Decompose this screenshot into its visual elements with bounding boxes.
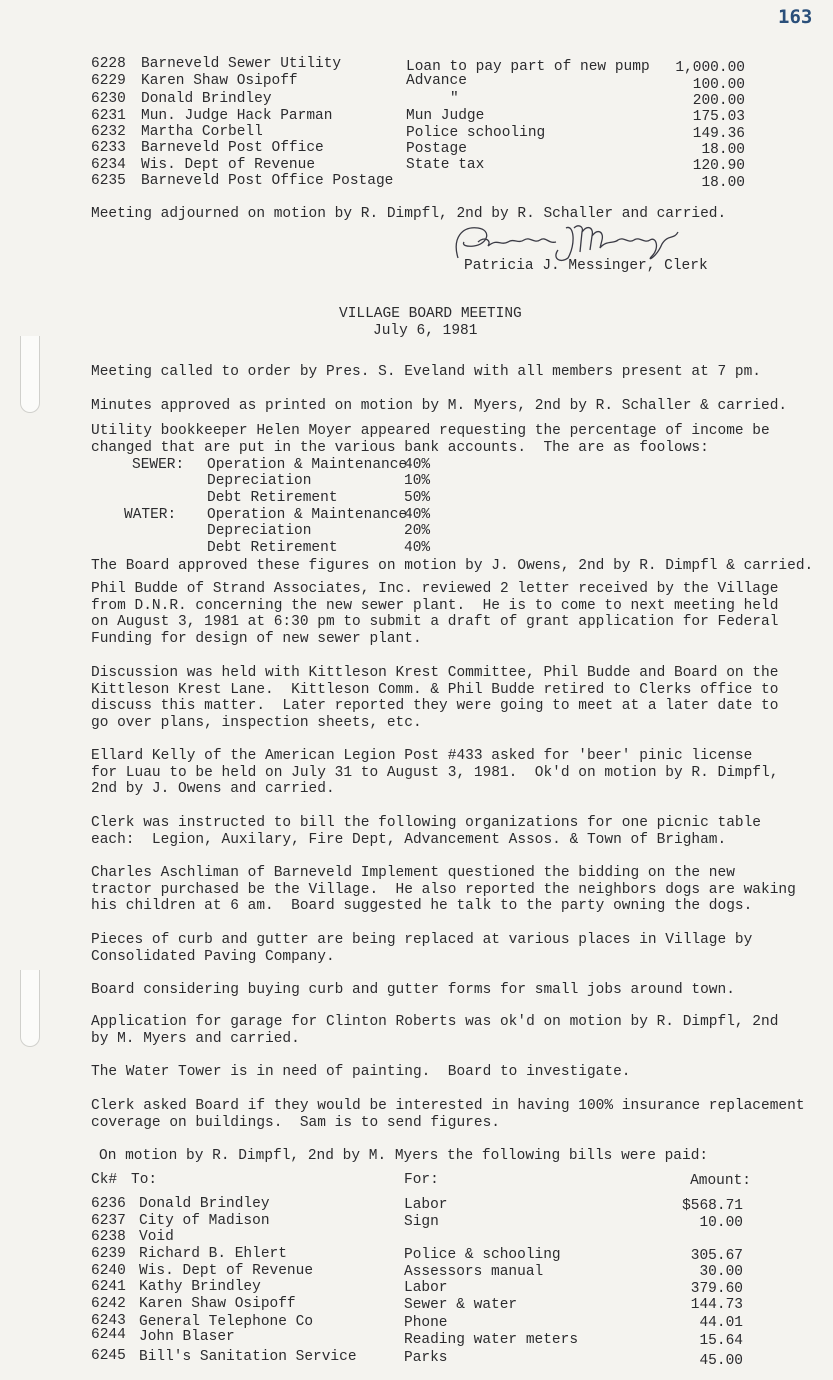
- check-number: 6245: [91, 1348, 126, 1364]
- list-item: Depreciation: [207, 523, 312, 539]
- purpose: Phone: [404, 1315, 448, 1331]
- amount: 45.00: [699, 1353, 743, 1369]
- amount: $568.71: [682, 1198, 743, 1214]
- percentage: 40%: [404, 457, 431, 473]
- amount: 144.73: [690, 1297, 743, 1313]
- purpose: Police schooling: [406, 125, 546, 141]
- budde-text: Phil Budde of Strand Associates, Inc. reviewed 2 letter received by the Village from D.N.R. concerning the new sewer plant. He is to come to next meeting held on August 3, 1981 at 6:30 pm to submit a draft of grant application for Federal Funding for design of new sewer plant.: [91, 581, 779, 647]
- list-item: Operation & Maintenance: [207, 507, 408, 523]
- check-number: 6233: [91, 140, 126, 156]
- amount: 30.00: [699, 1264, 743, 1280]
- amount: 100.00: [692, 77, 745, 93]
- check-number: 6235: [91, 173, 126, 189]
- amount: 1,000.00: [675, 60, 745, 76]
- check-number: 6239: [91, 1246, 126, 1262]
- check-number: 6228: [91, 56, 126, 72]
- purpose: ": [450, 91, 459, 107]
- meeting-title: VILLAGE BOARD MEETING: [339, 306, 522, 322]
- check-number: 6241: [91, 1279, 126, 1295]
- garage-text: Application for garage for Clinton Roberts was ok'd on motion by R. Dimpfl, 2nd by M. Myers and carried.: [91, 1014, 779, 1047]
- clerk-line: Patricia J. Messinger, Clerk: [464, 258, 708, 274]
- kittleson-text: Discussion was held with Kittleson Krest Committee, Phil Budde and Board on the Kittleson Krest Lane. Kittleson Comm. & Phil Budde retired to Clerks office to discuss this matter. Later reported they were going to meet at a later date to go over plans, inspection sheets, etc.: [91, 665, 779, 731]
- kelly-text: Ellard Kelly of the American Legion Post #433 asked for 'beer' pinic license for Luau to be held on July 31 to August 3, 1981. Ok'd on motion by R. Dimpfl, 2nd by J. Owens and carried.: [91, 748, 779, 798]
- purpose: State tax: [406, 157, 485, 173]
- amount: 120.90: [692, 158, 745, 174]
- payee: Richard B. Ehlert: [139, 1246, 287, 1262]
- sewer-label: SEWER:: [132, 457, 185, 473]
- list-item: Debt Retirement: [207, 540, 338, 556]
- payee: Mun. Judge Hack Parman: [141, 108, 333, 124]
- purpose: Postage: [406, 141, 467, 157]
- column-header: Amount:: [690, 1173, 751, 1189]
- check-number: 6240: [91, 1263, 126, 1279]
- check-number: 6234: [91, 157, 126, 173]
- payee: Martha Corbell: [141, 124, 263, 140]
- payee: City of Madison: [139, 1213, 270, 1229]
- amount: 379.60: [690, 1281, 743, 1297]
- insurance-text: Clerk asked Board if they would be interested in having 100% insurance replacement coverage on buildings. Sam is to send figures.: [91, 1098, 805, 1131]
- payee: General Telephone Co: [139, 1314, 314, 1330]
- purpose: Mun Judge: [406, 108, 485, 124]
- purpose: Sewer & water: [404, 1297, 518, 1313]
- payee: Donald Brindley: [141, 91, 272, 107]
- purpose: Reading water meters: [404, 1332, 579, 1348]
- punch-hole-bottom: [20, 970, 40, 1047]
- picnic-table-text: Clerk was instructed to bill the following organizations for one picnic table each: Legion, Auxilary, Fire Dept, Advancement Assos. & Town of Brigham.: [91, 815, 762, 848]
- amount: 175.03: [692, 109, 745, 125]
- check-number: 6238: [91, 1229, 126, 1245]
- list-item: Depreciation: [207, 473, 312, 489]
- payee: Kathy Brindley: [139, 1279, 261, 1295]
- payee: John Blaser: [139, 1329, 235, 1345]
- amount: 15.64: [699, 1333, 743, 1349]
- bills-intro-text: On motion by R. Dimpfl, 2nd by M. Myers the following bills were paid:: [99, 1148, 709, 1164]
- forms-text: Board considering buying curb and gutter forms for small jobs around town.: [91, 982, 735, 998]
- check-number: 6236: [91, 1196, 126, 1212]
- purpose: Loan to pay part of new pump: [406, 59, 650, 75]
- amount: 10.00: [699, 1215, 743, 1231]
- utility-request-text: Utility bookkeeper Helen Moyer appeared requesting the percentage of income be changed that are put in the various bank accounts. The are as foolows:: [91, 423, 770, 456]
- check-number: 6229: [91, 73, 126, 89]
- amount: 44.01: [699, 1315, 743, 1331]
- purpose: Assessors manual: [404, 1264, 544, 1280]
- curb-text: Pieces of curb and gutter are being replaced at various places in Village by Consolidated Paving Company.: [91, 932, 753, 965]
- check-number: 6230: [91, 91, 126, 107]
- page-number: 163: [778, 6, 813, 28]
- purpose: Advance: [406, 73, 467, 89]
- percentage: 40%: [404, 540, 431, 556]
- punch-hole-top: [20, 336, 40, 413]
- percentage: 10%: [404, 473, 431, 489]
- payee: Barneveld Post Office: [141, 140, 324, 156]
- purpose: Labor: [404, 1197, 448, 1213]
- amount: 200.00: [692, 93, 745, 109]
- list-item: Debt Retirement: [207, 490, 338, 506]
- check-number: 6237: [91, 1213, 126, 1229]
- meeting-date: July 6, 1981: [373, 323, 478, 339]
- water-tower-text: The Water Tower is in need of painting. Board to investigate.: [91, 1064, 631, 1080]
- amount: 305.67: [690, 1248, 743, 1264]
- column-header: To:: [131, 1172, 158, 1188]
- minutes-text: Minutes approved as printed on motion by M. Myers, 2nd by R. Schaller & carried.: [91, 398, 788, 414]
- payee: Wis. Dept of Revenue: [141, 157, 316, 173]
- payee: Barneveld Post Office Postage: [141, 173, 394, 189]
- list-item: Operation & Maintenance: [207, 457, 408, 473]
- payee: Karen Shaw Osipoff: [139, 1296, 296, 1312]
- payee: Void: [139, 1229, 174, 1245]
- percentage: 40%: [404, 507, 431, 523]
- check-number: 6232: [91, 124, 126, 140]
- water-label: WATER:: [124, 507, 177, 523]
- aschliman-text: Charles Aschliman of Barneveld Implement questioned the bidding on the new tractor purchased be the Village. He also reported the neighbors dogs are waking his children at 6 am. Board suggested he talk to the party owning the dogs.: [91, 865, 796, 915]
- payee: Karen Shaw Osipoff: [141, 73, 298, 89]
- percentage: 50%: [404, 490, 431, 506]
- check-number: 6231: [91, 108, 126, 124]
- adjourn-text: Meeting adjourned on motion by R. Dimpfl, 2nd by R. Schaller and carried.: [91, 206, 727, 222]
- payee: Bill's Sanitation Service: [139, 1349, 357, 1365]
- check-number: 6243: [91, 1313, 126, 1329]
- percentage: 20%: [404, 523, 431, 539]
- purpose: Parks: [404, 1350, 448, 1366]
- column-header: Ck#: [91, 1172, 118, 1188]
- check-number: 6244: [91, 1327, 126, 1343]
- amount: 18.00: [701, 142, 745, 158]
- check-number: 6242: [91, 1296, 126, 1312]
- payee: Wis. Dept of Revenue: [139, 1263, 314, 1279]
- column-header: For:: [404, 1172, 439, 1188]
- purpose: Police & schooling: [404, 1247, 561, 1263]
- called-to-order-text: Meeting called to order by Pres. S. Eveland with all members present at 7 pm.: [91, 364, 762, 380]
- payee: Barneveld Sewer Utility: [141, 56, 342, 72]
- purpose: Sign: [404, 1214, 439, 1230]
- amount: 18.00: [701, 175, 745, 191]
- purpose: Labor: [404, 1280, 448, 1296]
- approved-text: The Board approved these figures on motion by J. Owens, 2nd by R. Dimpfl & carried.: [91, 558, 814, 574]
- amount: 149.36: [692, 126, 745, 142]
- payee: Donald Brindley: [139, 1196, 270, 1212]
